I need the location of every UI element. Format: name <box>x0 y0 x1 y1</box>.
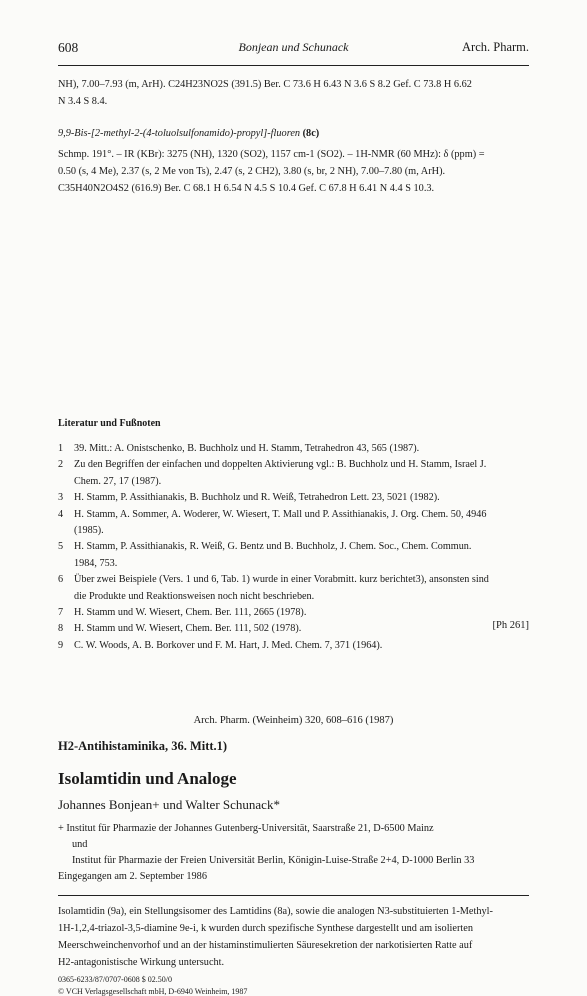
text-line: C. W. Woods, A. B. Borkover und F. M. Hart, J. Med. Chem. 7, 371 (1964). <box>74 639 383 651</box>
manuscript-code: [Ph 261] <box>492 620 529 631</box>
literature-title: Literatur und Fußnoten <box>58 418 161 429</box>
text-line: H. Stamm, P. Assithianakis, R. Weiß, G. Bentz und B. Buchholz, J. Chem. Soc., Chem. Commun. <box>74 541 472 553</box>
reference-number: 7 <box>58 607 64 619</box>
header-rule <box>58 65 529 66</box>
page-number: 608 <box>58 40 79 55</box>
text-line: 1H-1,2,4-triazol-3,5-diamine 9e-i, k wurden durch spezifische Synthese dargestellt und am isolierten <box>58 923 473 934</box>
received-date: Eingegangen am 2. September 1986 <box>58 871 207 882</box>
text-line: 39. Mitt.: A. Onistschenko, B. Buchholz und H. Stamm, Tetrahedron 43, 565 (1987). <box>74 443 420 454</box>
reference-item <box>58 507 530 540</box>
reference-item <box>58 572 530 605</box>
compound-data <box>58 146 530 197</box>
reference-number: 3 <box>58 492 64 504</box>
issn-line: 0365-6233/87/0707-0608 $ 02.50/0 <box>58 975 172 984</box>
series-heading: H2-Antihistaminika, 36. Mitt.1) <box>58 739 228 753</box>
compound-label: (8c) <box>302 128 320 139</box>
text-line: Über zwei Beispiele (Vers. 1 und 6, Tab. 1) wurde in einer Vorabmitt. kurz berichtet3), ansonsten sind <box>74 574 489 586</box>
abstract-rule <box>58 895 529 896</box>
text-line: Zu den Begriffen der einfachen und doppelten Aktivierung vgl.: B. Buchholz und H. Stamm, Israel J. <box>74 459 487 471</box>
compound-name: 9,9-Bis-[2-methyl-2-(4-toluolsulfonamido)-propyl]-fluoren <box>58 128 301 139</box>
copyright-line: © VCH Verlagsgesellschaft mbH, D-6940 Weinheim, 1987 <box>58 987 248 996</box>
text-line: H2-antagonistische Wirkung untersucht. <box>58 957 225 968</box>
text-line: 1984, 753. <box>74 557 118 569</box>
running-title: Bonjean und Schunack <box>238 40 349 54</box>
reference-number: 9 <box>58 639 64 651</box>
reference-number: 5 <box>58 541 64 553</box>
text-line: die Produkte und Reaktionsweisen noch nicht beschrieben. <box>74 590 315 602</box>
affiliations <box>58 821 474 885</box>
text-line: (1985). <box>74 525 104 537</box>
running-header <box>58 40 529 64</box>
reference-number: 2 <box>58 459 64 471</box>
article-title: Isolamtidin und Analoge <box>58 769 237 788</box>
journal-short: Arch. Pharm. <box>462 40 529 54</box>
reference-item <box>58 605 530 621</box>
text-line: H. Stamm und W. Wiesert, Chem. Ber. 111, 2665 (1978). <box>74 607 307 619</box>
reference-item <box>58 539 530 572</box>
text-line: C35H40N2O4S2 (616.9) Ber. C 68.1 H 6.54 N 4.5 S 10.4 Gef. C 67.8 H 6.41 N 4.4 S 10.3. <box>58 183 435 194</box>
author-line: Johannes Bonjean+ und Walter Schunack* <box>58 797 280 812</box>
reference-number: 1 <box>58 443 64 454</box>
continued-paragraph <box>58 76 530 110</box>
reference-item <box>58 638 530 654</box>
reference-item <box>58 457 530 490</box>
text-line: H. Stamm, A. Sommer, A. Woderer, W. Wiesert, T. Mall und P. Assithianakis, J. Org. Chem. 50, 4946 <box>74 508 487 520</box>
affiliation-line: + Institut für Pharmazie der Johannes Gutenberg-Universität, Saarstraße 21, D-6500 Mainz <box>58 823 434 834</box>
reference-item <box>58 490 530 506</box>
text-line: H. Stamm, P. Assithianakis, B. Buchholz und R. Weiß, Tetrahedron Lett. 23, 5021 (1982). <box>74 492 440 504</box>
text-line: Chem. 27, 17 (1987). <box>74 475 162 487</box>
reference-number: 6 <box>58 574 64 586</box>
text-line: Isolamtidin (9a), ein Stellungsisomer des Lamtidins (8a), sowie die analogen N3-substituierten 1-Methyl- <box>58 906 493 917</box>
journal-reference: Arch. Pharm. (Weinheim) 320, 608–616 (1987) <box>193 715 394 726</box>
text-line: 0.50 (s, 4 Me), 2.37 (s, 2 Me von Ts), 2.47 (s, 2 CH2), 3.80 (s, br, 2 NH), 7.00–7.80 (m, ArH). <box>58 166 446 177</box>
affiliation-line: und <box>72 839 88 850</box>
affiliation-line: Institut für Pharmazie der Freien Universität Berlin, Königin-Luise-Straße 2+4, D-1000 Berlin 33 <box>72 855 475 866</box>
text-line: Meerschweinchenvorhof und an der histaminstimulierten Säuresekretion der narkotisierten Ratte auf <box>58 940 473 951</box>
abstract <box>58 903 530 971</box>
reference-list <box>58 441 530 654</box>
reference-item <box>58 621 530 637</box>
text-line: H. Stamm und W. Wiesert, Chem. Ber. 111, 502 (1978). <box>74 623 302 635</box>
reference-number: 8 <box>58 623 64 635</box>
text-line: Schmp. 191°. – IR (KBr): 3275 (NH), 1320 (SO2), 1157 cm-1 (SO2). – 1H-NMR (60 MHz): δ (ppm) = <box>58 149 485 160</box>
compound-heading <box>58 125 530 142</box>
text-line: NH), 7.00–7.93 (m, ArH). C24H23NO2S (391.5) Ber. C 73.6 H 6.43 N 3.6 S 8.2 Gef. C 73.8 H 6.62 <box>58 79 472 90</box>
text-line: N 3.4 S 8.4. <box>58 96 108 107</box>
reference-number: 4 <box>58 508 64 520</box>
reference-item <box>58 441 530 457</box>
